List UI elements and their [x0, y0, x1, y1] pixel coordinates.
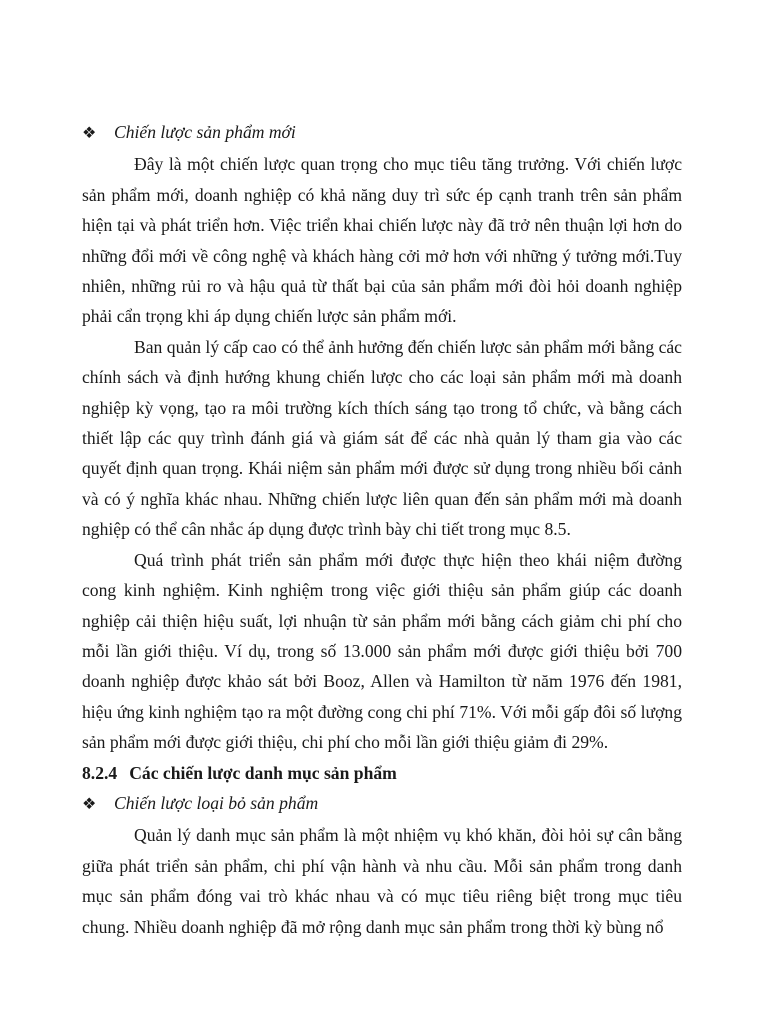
subheading-product-elimination-strategy — [82, 788, 682, 820]
subheading-text: Chiến lược loại bỏ sản phẩm — [114, 792, 319, 813]
document-page — [82, 117, 682, 942]
paragraph: Ban quản lý cấp cao có thể ảnh hưởng đến chiến lược sản phẩm mới bằng các chính sách và định hướng khung chiến lược cho các loại sản phẩm mới mà doanh nghiệp kỳ vọng, tạo ra môi trường kích thích sáng tạo trong tổ chức, và bằng cách thiết lập các quy trình đánh giá và giám sát để các nhà quản lý tham gia vào các quyết định quan trọng. Khái niệm sản phẩm mới được sử dụng trong nhiều bối cảnh và có ý nghĩa khác nhau. Những chiến lược liên quan đến sản phẩm mới mà doanh nghiệp có thể cân nhắc áp dụng được trình bày chi tiết trong mục 8.5. — [82, 336, 682, 540]
paragraph: Quản lý danh mục sản phẩm là một nhiệm vụ khó khăn, đòi hỏi sự cân bằng giữa phát triển sản phẩm, chi phí vận hành và nhu cầu. Mỗi sản phẩm trong danh mục sản phẩm đóng vai trò khác nhau và có mục tiêu riêng biệt trong mục tiêu chung. Nhiều doanh nghiệp đã mở rộng danh mục sản phẩm trong thời kỳ bùng nổ — [82, 825, 682, 937]
paragraph: Đây là một chiến lược quan trọng cho mục tiêu tăng trưởng. Với chiến lược sản phẩm mới, doanh nghiệp có khả năng duy trì sức ép cạnh tranh trên sản phẩm hiện tại và phát triển hơn. Việc triển khai chiến lược này đã trở nên thuận lợi hơn do những đổi mới về công nghệ và khách hàng cởi mở hơn với những ý tưởng mới.Tuy nhiên, những rủi ro và hậu quả từ thất bại của sản phẩm mới đòi hỏi doanh nghiệp phải cẩn trọng khi áp dụng chiến lược sản phẩm mới. — [82, 154, 682, 327]
section-title: Các chiến lược danh mục sản phẩm — [129, 762, 397, 783]
section-heading — [82, 758, 682, 788]
subheading-new-product-strategy — [82, 117, 682, 149]
section-number: 8.2.4 — [82, 762, 118, 783]
subheading-text: Chiến lược sản phẩm mới — [114, 122, 296, 142]
diamond-bullet-icon: ❖ — [82, 795, 97, 813]
diamond-bullet-icon: ❖ — [82, 125, 97, 142]
paragraph: Quá trình phát triển sản phẩm mới được thực hiện theo khái niệm đường cong kinh nghiệm. Kinh nghiệm trong việc giới thiệu sản phẩm giúp các doanh nghiệp cải thiện hiệu suất, lợi nhuận từ sản phẩm mới bằng cách giảm chi phí cho mỗi lần giới thiệu. Ví dụ, trong số 13.000 sản phẩm mới được giới thiệu bởi 700 doanh nghiệp được khảo sát bởi Booz, Allen và Hamilton từ năm 1976 đến 1981, hiệu ứng kinh nghiệm tạo ra một đường cong chi phí 71%. Với mỗi gấp đôi số lượng sản phẩm mới được giới thiệu, chi phí cho mỗi lần giới thiệu giảm đi 29%. — [82, 549, 682, 753]
